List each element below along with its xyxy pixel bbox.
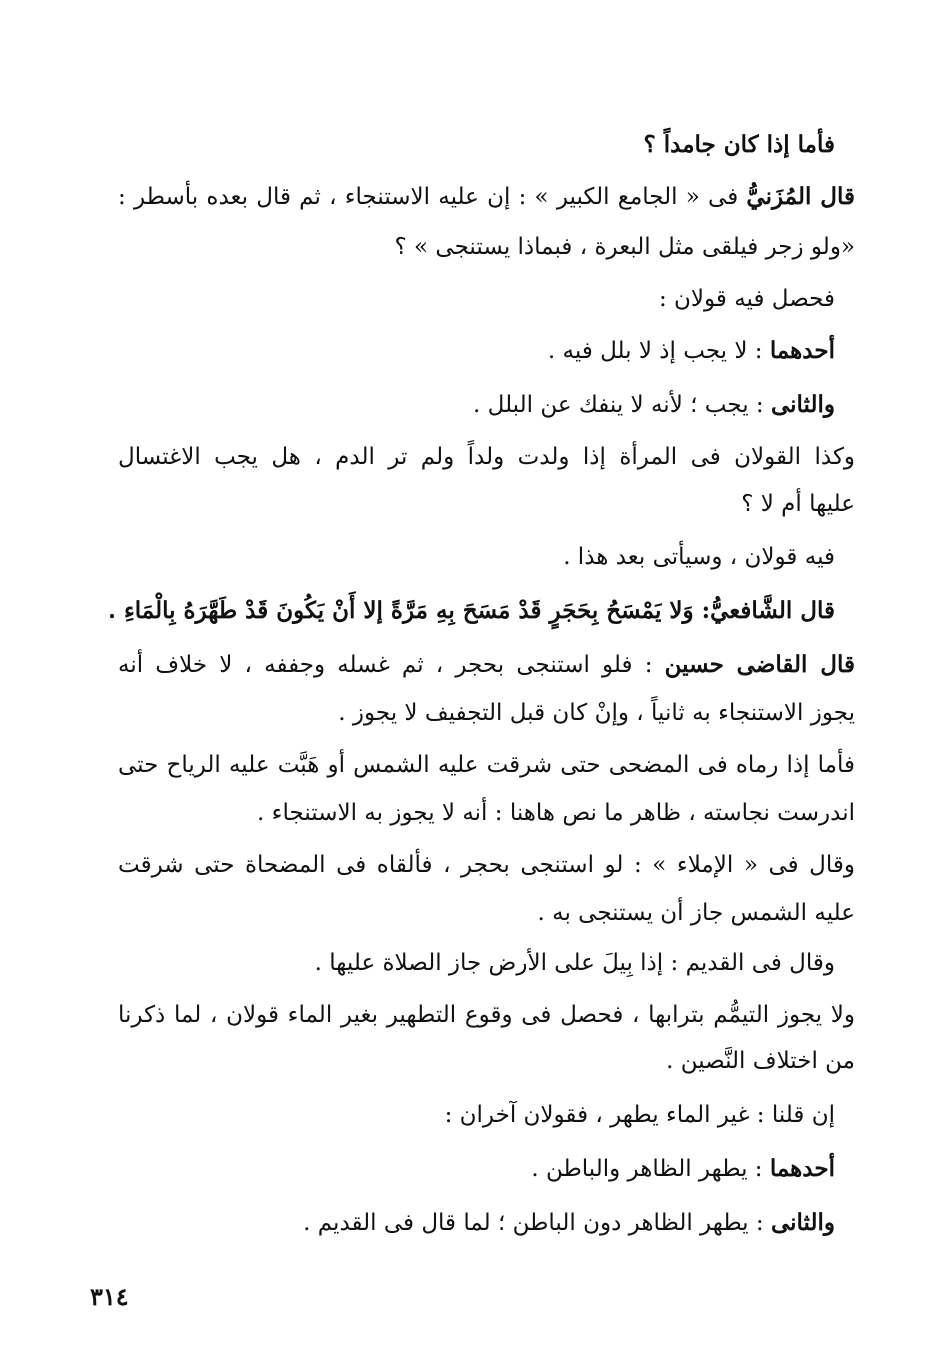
line-19-text: من اختلاف النَّصين .	[666, 1048, 855, 1074]
line-1	[644, 128, 835, 162]
line-1-lead: فأما إذا كان جامداً ؟	[643, 131, 835, 158]
line-2-lead: قال المُزَنيُّ	[746, 183, 855, 210]
line-21	[531, 1152, 835, 1186]
line-3	[395, 230, 855, 264]
line-5	[548, 334, 835, 368]
line-11	[118, 648, 855, 682]
line-18-text: ولا يجوز التيمُّم بترابها ، فحصل فى وقوع التطهير بغير الماء قولان ، لما ذكرنا	[118, 1002, 855, 1028]
line-5-text: : لا يجب إذ لا بلل فيه .	[547, 338, 770, 364]
line-12	[338, 696, 855, 730]
line-17	[315, 946, 835, 980]
line-3-text: «ولو زجر فيلقى مثل البعرة ، فبماذا يستنجى » ؟	[394, 234, 855, 260]
line-18	[118, 998, 855, 1032]
line-20-text: إن قلنا : غير الماء يطهر ، فقولان آخران :	[444, 1102, 835, 1128]
line-12-text: يجوز الاستنجاء به ثانياً ، وإنْ كان قبل التجفيف لا يجوز .	[338, 700, 855, 726]
line-21-lead: أحدهما	[769, 1155, 835, 1182]
line-9	[563, 540, 835, 574]
line-13	[118, 748, 855, 782]
line-7-text: وكذا القولان فى المرأة إذا ولدت ولداً ولم تر الدم ، هل يجب الاغتسال	[118, 444, 855, 470]
line-11-text: : فلو استنجى بحجر ، ثم غسله وجففه ، لا خلاف أنه	[118, 652, 665, 678]
line-22-lead: والثانى	[770, 1209, 835, 1236]
line-10	[108, 594, 835, 628]
line-22	[303, 1206, 835, 1240]
line-8-text: عليها أم لا ؟	[741, 491, 855, 517]
line-14-text: اندرست نجاسته ، ظاهر ما نص هاهنا : أنه لا يجوز به الاستنجاء .	[257, 800, 855, 826]
line-6	[473, 388, 835, 422]
line-6-lead: والثانى	[770, 391, 835, 418]
line-16	[538, 896, 856, 930]
line-10-text: : وَلا يَمْسَحُ بِحَجَرٍ قَدْ مَسَحَ بِهِ مَرَّةً إلا أَنْ يَكُونَ قَدْ طَهَّرَهُ بِالْمَاءِ .	[107, 597, 711, 624]
line-20	[445, 1098, 835, 1132]
line-4-text: فحصل فيه قولان :	[658, 286, 835, 312]
line-15-text: وقال فى « الإملاء » : لو استنجى بحجر ، فألقاه فى المضحاة حتى شرقت	[118, 852, 855, 878]
line-19	[666, 1044, 855, 1078]
line-2-text: فى « الجامع الكبير » : إن عليه الاستنجاء ، ثم قال بعده بأسطر :	[118, 184, 747, 210]
line-4	[659, 282, 835, 316]
line-17-text: وقال فى القديم : إذا بِيلَ على الأرض جاز الصلاة عليها .	[314, 950, 835, 976]
line-2	[118, 180, 855, 214]
line-9-text: فيه قولان ، وسيأتى بعد هذا .	[563, 544, 835, 570]
line-10-lead: قال الشَّافعيُّ	[710, 597, 835, 624]
line-7	[118, 440, 855, 474]
line-21-text: : يطهر الظاهر والباطن .	[531, 1156, 770, 1182]
line-22-text: : يطهر الظاهر دون الباطن ؛ لما قال فى القديم .	[303, 1210, 771, 1236]
line-6-text: : يجب ؛ لأنه لا ينفك عن البلل .	[473, 392, 771, 418]
line-11-lead: قال القاضى حسين	[664, 651, 855, 678]
line-14	[257, 796, 855, 830]
line-16-text: عليه الشمس جاز أن يستنجى به .	[537, 900, 855, 926]
line-8	[741, 487, 855, 521]
line-5-lead: أحدهما	[769, 337, 835, 364]
line-13-text: فأما إذا رماه فى المضحى حتى شرقت عليه الشمس أو هَبَّت عليه الرياح حتى	[118, 752, 855, 778]
page-number: ٣١٤	[90, 1282, 129, 1311]
line-15	[118, 848, 855, 882]
